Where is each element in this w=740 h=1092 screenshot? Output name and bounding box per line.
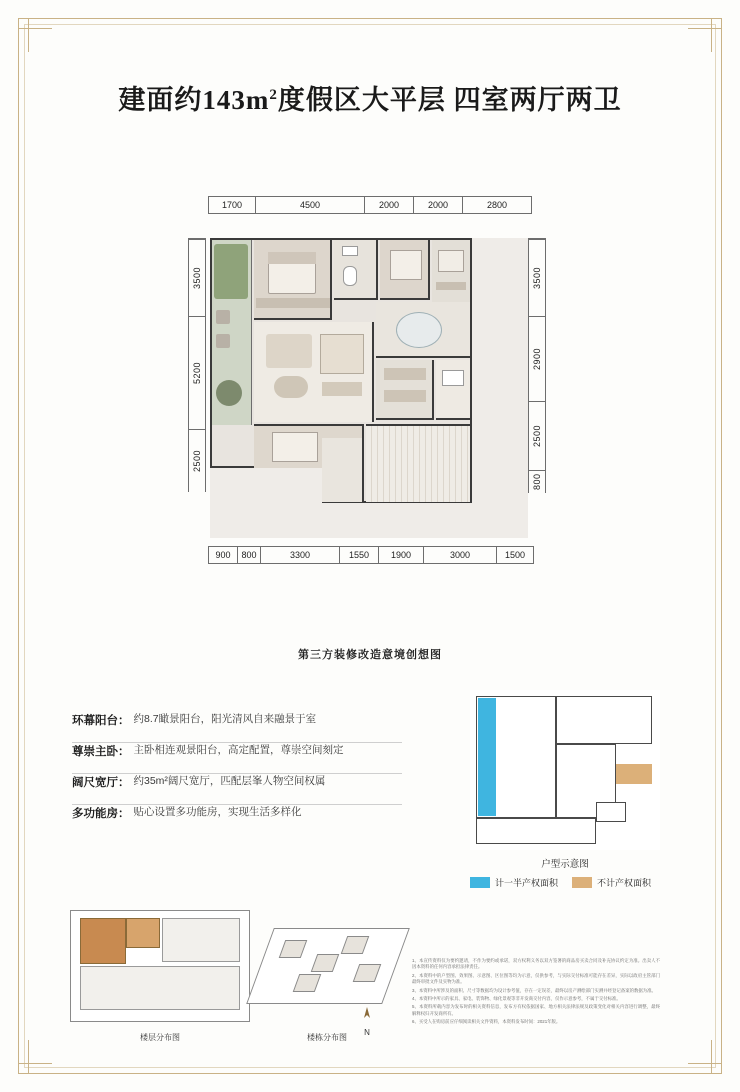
- feature-description: 约8.7瞰景阳台，阳光清风自来融景于室: [133, 713, 317, 725]
- dimension-cell: 3000: [424, 547, 497, 563]
- dimension-cell: 2500: [189, 429, 205, 492]
- floor-distribution-diagram: [70, 910, 250, 1030]
- dimension-cell: 3300: [261, 547, 340, 563]
- dimension-strip-right: [528, 238, 546, 493]
- disclaimer-line: 6、买受人在购房前应仔细阅读相关文件资料，本资料发布时间：2021年版。: [412, 1019, 561, 1025]
- dimension-strip-left: [188, 238, 206, 492]
- corner-ornament-bottom-left: [18, 1040, 52, 1074]
- title-superscript: 2: [269, 87, 278, 103]
- floor-plan-drawing: [210, 238, 528, 538]
- dimension-cell: 2000: [414, 197, 463, 213]
- feature-list: [72, 712, 402, 835]
- dimension-cell: 1500: [497, 547, 534, 563]
- building-distribution-diagram: [252, 910, 402, 1030]
- disclaimer-line: 5、本资料所载内容为发布时的相关资料信息，发布方有权依据国家、地方相关法律法规及政策变化对相关内容进行调整，最终解释权归开发商所有。: [412, 1004, 660, 1016]
- dimension-cell: 800: [529, 470, 545, 493]
- feature-item: [72, 712, 402, 743]
- legend-swatch: [470, 877, 490, 888]
- dimension-strip-top: [208, 196, 532, 214]
- dimension-cell: 800: [238, 547, 261, 563]
- unit-key-plan-caption: 户型示意图: [541, 859, 589, 870]
- disclaimer-line: 2、本资料中的户型图、效果图、示意图、区位图等均为示意，仅供参考，与实际交付标准可能存在差异，实际以政府主管部门最终审批文件及实物为准。: [412, 972, 660, 985]
- dimension-cell: 4500: [256, 197, 365, 213]
- dimension-strip-bottom: [208, 546, 534, 564]
- legal-disclaimer: [412, 958, 660, 1028]
- dimension-cell: 1700: [209, 197, 256, 213]
- legend-item: [572, 876, 651, 889]
- title-prefix: 建面约143m: [118, 85, 270, 115]
- disclaimer-line: 4、本资料中所示的家具、家电、装饰物、绿化景观等非开发商交付内容，仅作示意参考，不属于交付标准。: [412, 996, 621, 1002]
- feature-title: 多功能房：: [72, 808, 130, 820]
- dimension-cell: 1550: [340, 547, 379, 563]
- corner-ornament-top-right: [688, 18, 722, 52]
- feature-title: 尊崇主卧：: [72, 746, 130, 758]
- feature-description: 贴心设置多功能房，实现生活多样化: [133, 806, 302, 818]
- area-legend: [470, 876, 670, 889]
- legend-swatch: [572, 877, 592, 888]
- legend-item: [470, 876, 558, 889]
- dimension-cell: 2000: [365, 197, 414, 213]
- dimension-cell: 900: [209, 547, 238, 563]
- unit-key-plan: [470, 690, 660, 850]
- feature-description: 主卧相连观景阳台，高定配置，尊崇空间刻定: [133, 744, 344, 756]
- corner-ornament-top-left: [18, 18, 52, 52]
- dimension-cell: 5200: [189, 316, 205, 429]
- dimension-cell: 1900: [379, 547, 424, 563]
- feature-description: 约35m²阔尺宽厅，匹配层峯人物空间权属: [133, 775, 326, 787]
- legend-label: 计一半产权面积: [495, 878, 559, 888]
- feature-item: [72, 805, 402, 821]
- page-title: [0, 78, 740, 117]
- dimension-cell: 2900: [529, 316, 545, 401]
- floor-plan-block: [180, 196, 580, 586]
- dimension-cell: 2500: [529, 401, 545, 470]
- feature-item: [72, 774, 402, 805]
- dimension-cell: 2800: [463, 197, 532, 213]
- corner-ornament-bottom-right: [688, 1040, 722, 1074]
- building-distribution-caption: 楼栋分布图: [307, 1033, 347, 1042]
- title-suffix: 度假区大平层 四室两厅两卫: [277, 85, 622, 115]
- feature-title: 环幕阳台：: [72, 715, 130, 727]
- disclaimer-line: 3、本资料中所涉及的面积、尺寸等数据均为设计参考值，存在一定误差，最终以房产测绘部门实测并经登记备案的数据为准。: [412, 987, 656, 993]
- dimension-cell: 3500: [529, 239, 545, 316]
- plan-caption: 第三方装修改造意境创想图: [298, 649, 442, 661]
- compass-icon: [356, 1006, 378, 1037]
- dimension-cell: 3500: [189, 239, 205, 316]
- compass-label: N: [364, 1028, 370, 1037]
- feature-item: [72, 743, 402, 774]
- legend-label: 不计产权面积: [597, 878, 652, 888]
- disclaimer-line: 1、本宣传资料仅为要约邀请，不作为要约或承诺，双方权利义务以双方签署的商品房买卖合同及补充协议约定为准。出卖人不因本资料的任何内容承担法律责任。: [412, 958, 660, 970]
- feature-title: 阔尺宽厅：: [72, 777, 130, 789]
- floor-distribution-caption: 楼层分布图: [140, 1033, 180, 1042]
